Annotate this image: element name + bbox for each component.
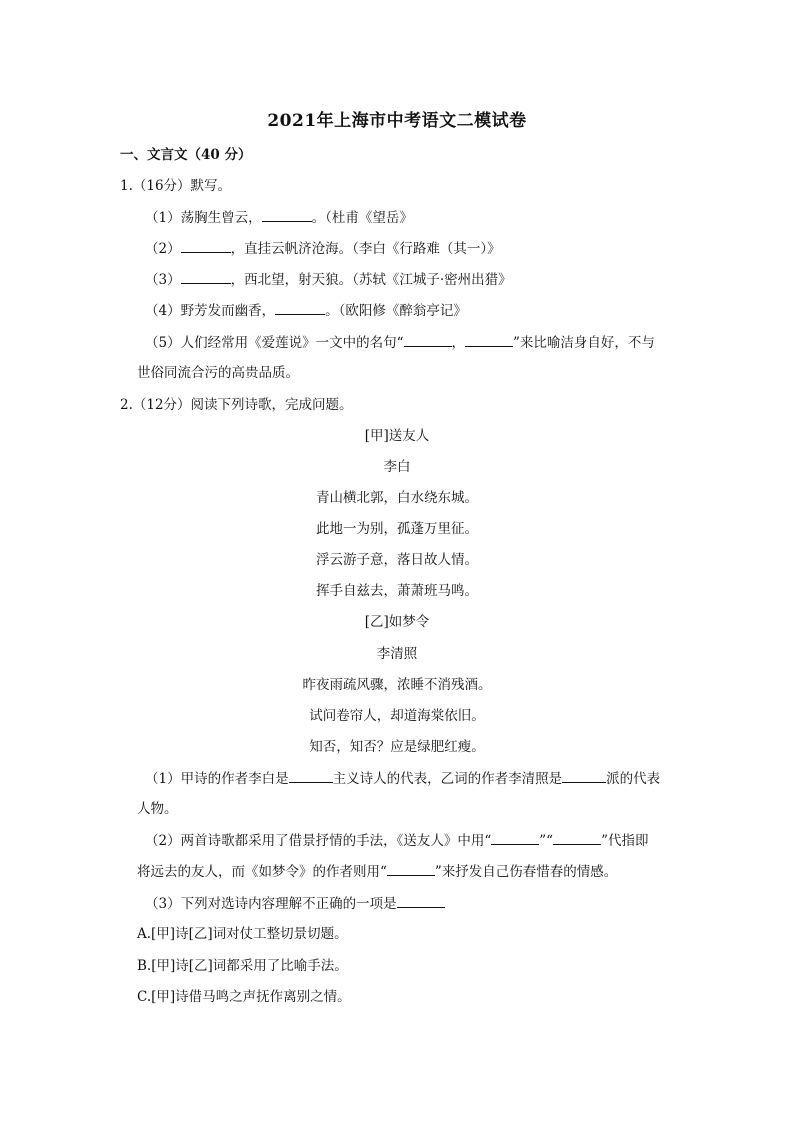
answer-blank[interactable] (562, 768, 606, 783)
q1-item-3: （3） ，西北望，射天狼。（苏轼《江城子·密州出猎》 (145, 269, 512, 290)
q1-item-5: （5）人们经常用《爱莲说》一文中的名句“ ， ”来比喻洁身自好，不与 (145, 332, 655, 353)
section-heading: 一、文言文（40 分） (120, 147, 252, 163)
question-1-stem: 1.（16分）默写。 (120, 178, 232, 194)
poem-a-author: 李白 (383, 459, 411, 475)
poem-b-line: 昨夜雨疏风骤，浓睡不消残酒。 (302, 677, 492, 693)
q2-sub-1: （1）甲诗的作者李白是 主义诗人的代表，乙词的作者李清照是 派的代表 (145, 768, 660, 789)
q2-sub-3: （3）下列对选诗内容理解不正确的一项是 (145, 893, 445, 914)
q2-sub-2-continued: 将远去的友人，而《如梦令》的作者则用“ ”来抒发自己伤春惜春的情感。 (137, 861, 617, 882)
q1-item-5-continued: 世俗同流合污的高贵品质。 (137, 365, 299, 381)
answer-blank[interactable] (404, 332, 452, 347)
q1-item-4: （4）野芳发而幽香， 。（欧阳修《醉翁亭记》 (145, 300, 467, 321)
poem-b-line: 试问卷帘人，却道海棠依旧。 (309, 708, 485, 724)
option-b: B.[甲]诗[乙]词都采用了比喻手法。 (137, 958, 348, 974)
poem-a-line: 此地一为别，孤蓬万里征。 (316, 521, 478, 537)
poem-a-line: 青山横北郭，白水绕东城。 (316, 490, 478, 506)
poem-b-title: [乙]如梦令 (364, 614, 430, 630)
answer-blank[interactable] (275, 300, 325, 315)
poem-a-title: [甲]送友人 (364, 428, 430, 444)
answer-blank[interactable] (397, 893, 445, 908)
answer-blank[interactable] (387, 861, 435, 876)
q1-item-1: （1）荡胸生曾云， 。（杜甫《望岳》 (145, 207, 413, 228)
answer-blank[interactable] (262, 207, 312, 222)
poem-b-author: 李清照 (376, 646, 418, 662)
answer-blank[interactable] (553, 830, 601, 845)
q1-item-2: （2） ，直挂云帆济沧海。（李白《行路难（其一）》 (145, 238, 501, 259)
q2-sub-1-continued: 人物。 (137, 801, 178, 817)
poem-a-line: 挥手自兹去，萧萧班马鸣。 (316, 583, 478, 599)
answer-blank[interactable] (465, 332, 513, 347)
option-c: C.[甲]诗借马鸣之声抚作离别之情。 (137, 989, 351, 1005)
poem-b-line: 知否，知否？应是绿肥红瘦。 (309, 739, 485, 755)
answer-blank[interactable] (289, 768, 333, 783)
question-2-stem: 2.（12分）阅读下列诗歌，完成问题。 (120, 397, 353, 413)
page-title: 2021年上海市中考语文二模试卷 (267, 111, 527, 131)
option-a: A.[甲]诗[乙]词对仗工整切景切题。 (137, 926, 348, 942)
answer-blank[interactable] (181, 238, 231, 253)
answer-blank[interactable] (491, 830, 539, 845)
poem-a-line: 浮云游子意，落日故人情。 (316, 552, 478, 568)
answer-blank[interactable] (181, 269, 231, 284)
q2-sub-2: （2）两首诗歌都采用了借景抒情的手法，《送友人》中用“ ”“ ”代指即 (145, 830, 648, 851)
